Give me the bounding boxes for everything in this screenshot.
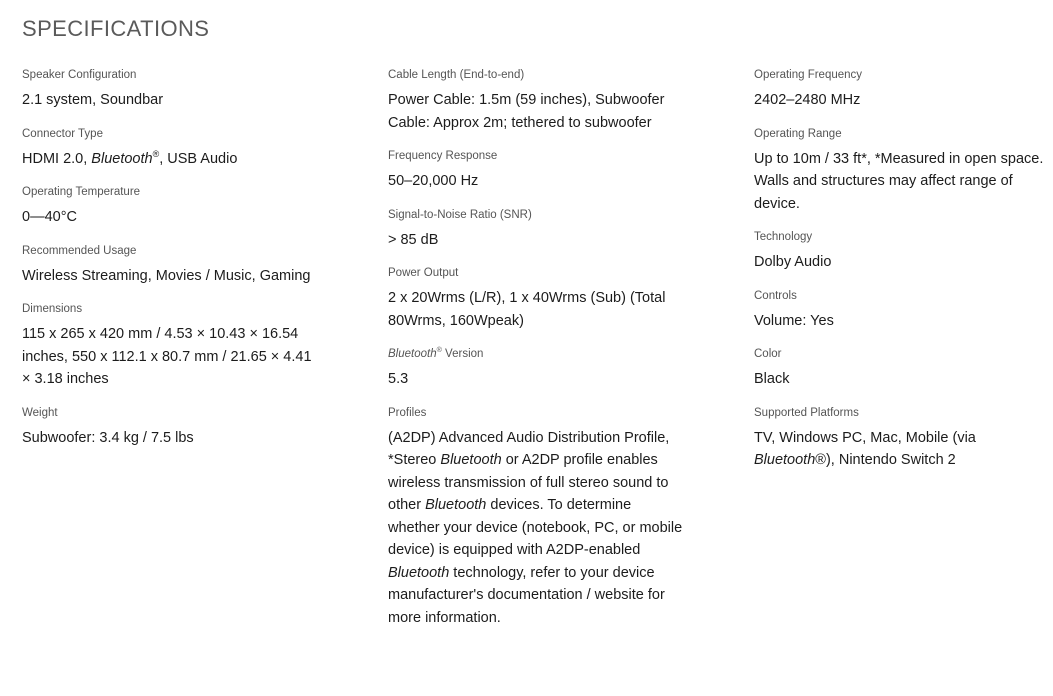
italic-text: Bluetooth: [388, 348, 437, 360]
text-run: Speaker Configuration: [22, 69, 137, 81]
spec-value: [754, 148, 1044, 216]
spec-weight: [22, 405, 322, 450]
spec-label: [754, 288, 1044, 304]
text-run: 2.1 system, Soundbar: [22, 92, 164, 108]
spec-label: [22, 243, 322, 259]
spec-speaker-configuration: [22, 67, 322, 112]
spec-power-output: [388, 265, 684, 332]
text-run: Supported Platforms: [754, 406, 859, 419]
spec-value: [388, 287, 684, 332]
spec-label: [754, 67, 1044, 83]
text-run: Frequency Response: [388, 150, 498, 162]
text-run: TV, Windows PC, Mac, Mobile (via: [754, 429, 976, 446]
text-run: , USB Audio: [159, 150, 238, 167]
text-run: Subwoofer: 3.4 kg / 7.5 lbs: [22, 429, 194, 446]
text-run: Technology: [754, 231, 813, 243]
text-run: Weight: [22, 406, 58, 419]
spec-color: [754, 346, 1044, 391]
text-run: Dimensions: [22, 303, 83, 315]
text-run: Black: [754, 371, 790, 387]
spec-value: [22, 148, 322, 171]
spec-technology: [754, 229, 1044, 274]
spec-label: [388, 67, 684, 83]
spec-value: [754, 89, 1044, 112]
text-run: Profiles: [388, 406, 427, 419]
spec-connector-type: [22, 126, 322, 171]
text-run: 2402–2480 MHz: [754, 92, 861, 108]
italic-text: Bluetooth: [388, 564, 450, 581]
text-run: or A2DP profile enables wireless transmission of full stereo sound to other: [388, 452, 669, 513]
spec-bluetooth-version: [388, 346, 684, 391]
text-run: ), Nintendo Switch 2: [825, 452, 956, 468]
spec-value: [388, 229, 684, 252]
spec-label: [388, 346, 684, 362]
text-run: Signal-to-Noise Ratio (SNR): [388, 208, 532, 221]
registered-mark: ®: [152, 148, 160, 159]
italic-text: Bluetooth: [425, 497, 487, 513]
spec-value: [754, 251, 1044, 274]
text-run: > 85 dB: [388, 231, 439, 248]
text-run: HDMI 2.0,: [22, 150, 92, 167]
text-run: ®: [815, 452, 826, 468]
spec-frequency-response: [388, 148, 684, 193]
spec-recommended-usage: [22, 243, 322, 288]
spec-label: [754, 346, 1044, 362]
text-run: 2 x 20Wrms (L/R), 1 x 40Wrms (Sub) (Total 80Wrms, 160Wpeak): [388, 290, 666, 329]
spec-label: [388, 265, 684, 281]
spec-controls: [754, 288, 1044, 333]
spec-value: [22, 206, 322, 229]
spec-profiles: [388, 405, 684, 630]
spec-value: [754, 310, 1044, 333]
text-run: Up to 10m / 33 ft*, *Measured in open space. Walls and structures may affect range of device.: [754, 150, 1044, 212]
text-run: Controls: [754, 289, 797, 302]
italic-text: Bluetooth: [440, 452, 502, 468]
spec-operating-temperature: [22, 184, 322, 229]
text-run: (A2DP) Advanced Audio Distribution Profile, *Stereo: [388, 429, 670, 468]
spec-label: [22, 301, 322, 317]
spec-value: [754, 427, 1044, 472]
text-run: Recommended Usage: [22, 244, 137, 257]
spec-value: [22, 323, 322, 391]
spec-operating-frequency: [754, 67, 1044, 112]
text-run: Operating Temperature: [22, 186, 141, 198]
spec-cable-length-end-to-end: [388, 67, 684, 134]
registered-mark: ®: [436, 346, 442, 355]
spec-value: [22, 427, 322, 450]
spec-column-2: [388, 67, 684, 643]
text-run: Power Output: [388, 267, 459, 279]
spec-signal-to-noise-ratio-snr: [388, 207, 684, 252]
text-run: Operating Frequency: [754, 69, 863, 81]
spec-value: [22, 265, 322, 288]
text-run: Version: [441, 348, 484, 360]
spec-value: [388, 89, 684, 134]
spec-column-3: [754, 67, 1044, 486]
text-run: 50–20,000 Hz: [388, 173, 479, 189]
spec-label: [754, 229, 1044, 245]
italic-text: Bluetooth: [91, 150, 153, 167]
text-run: 115 x 265 x 420 mm / 4.53 × 10.43 × 16.54 inches, 550 x 112.1 x 80.7 mm / 21.65 × 4.41 × 3.18 inches: [22, 326, 312, 387]
text-run: Connector Type: [22, 127, 103, 140]
spec-dimensions: [22, 301, 322, 391]
spec-label: [22, 405, 322, 421]
spec-operating-range: [754, 126, 1044, 216]
spec-label: [388, 207, 684, 223]
text-run: Dolby Audio: [754, 254, 832, 270]
spec-supported-platforms: [754, 405, 1044, 472]
spec-label: [388, 148, 684, 164]
spec-label: [754, 126, 1044, 142]
text-run: Wireless Streaming, Movies / Music, Gaming: [22, 267, 311, 284]
spec-value: [388, 427, 684, 630]
spec-label: [754, 405, 1044, 421]
text-run: devices. To determine whether your device (notebook, PC, or mobile device) is equipped with A2DP-enabled: [388, 497, 683, 558]
spec-label: [388, 405, 684, 421]
text-run: Operating Range: [754, 127, 842, 140]
text-run: Color: [754, 348, 782, 360]
spec-value: [22, 89, 322, 112]
spec-label: [22, 67, 322, 83]
italic-text: Bluetooth: [754, 452, 816, 468]
spec-value: [388, 170, 684, 193]
text-run: Power Cable: 1.5m (59 inches), Subwoofer Cable: Approx 2m; tethered to subwoofer: [388, 92, 665, 131]
spec-column-1: [22, 67, 322, 463]
spec-label: [22, 126, 322, 142]
text-run: Volume: Yes: [754, 312, 834, 329]
text-run: Cable Length (End-to-end): [388, 69, 525, 81]
page-title: SPECIFICATIONS: [22, 16, 210, 41]
text-run: technology, refer to your device manufacturer's documentation / website for more information.: [388, 564, 665, 626]
spec-value: [388, 368, 684, 391]
text-run: 0—40°C: [22, 209, 77, 225]
spec-value: [754, 368, 1044, 391]
text-run: 5.3: [388, 371, 409, 387]
spec-label: [22, 184, 322, 200]
